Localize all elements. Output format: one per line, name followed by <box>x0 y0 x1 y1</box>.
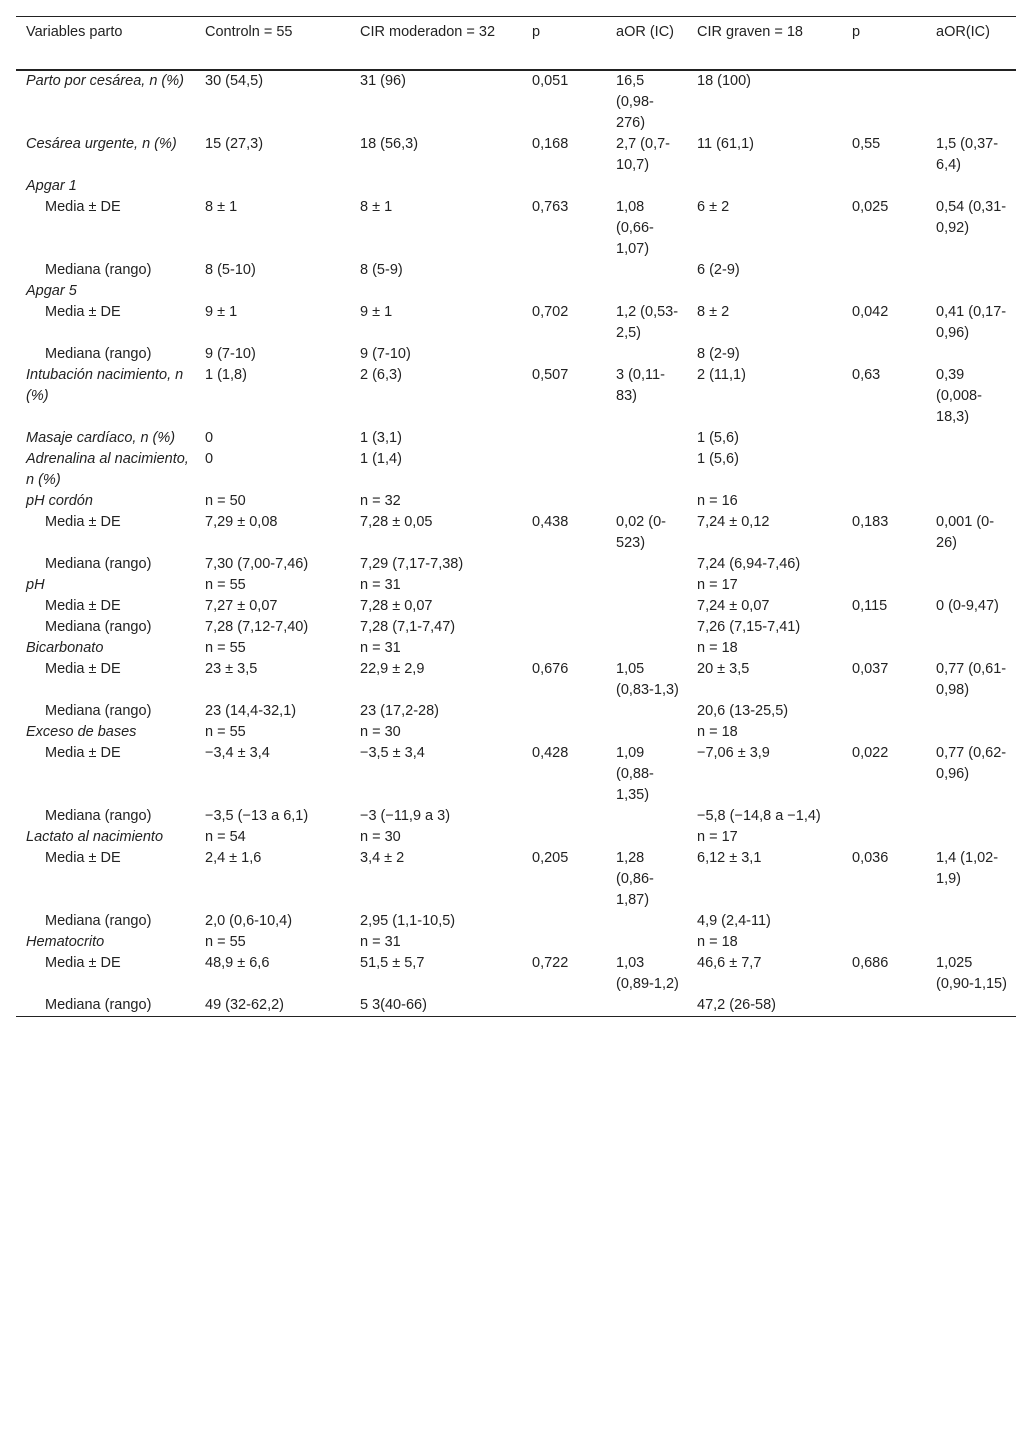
cell-aor-grave <box>926 428 1016 449</box>
cell-p-moderado: 0,205 <box>532 850 569 866</box>
cell-aor-moderado <box>606 806 687 827</box>
cell-aor-grave <box>926 827 1016 848</box>
cell-cir-grave <box>687 281 842 302</box>
cell-cir-moderado: 51,5 ± 5,7 <box>360 955 425 971</box>
cell-cir-moderado: 2,95 (1,1-10,5) <box>360 913 456 929</box>
table-row <box>16 344 1016 365</box>
cell-aor-grave <box>926 722 1016 743</box>
cell-cir-moderado: 7,28 ± 0,07 <box>360 598 433 614</box>
cell-cir-grave: 11 (61,1) <box>697 136 754 152</box>
cell-aor-grave: 0,54 (0,31-0,92) <box>936 199 1007 236</box>
table-row <box>16 449 1016 491</box>
cell-aor-moderado <box>606 491 687 512</box>
header-variables: Variables parto <box>26 24 123 40</box>
table-row <box>16 659 1016 701</box>
results-table <box>16 16 1016 1017</box>
table-row <box>16 806 1016 827</box>
cell-variable: Adrenalina al nacimiento, n (%) <box>26 451 189 488</box>
cell-variable: Apgar 1 <box>26 178 77 194</box>
cell-aor-grave: 0,001 (0-26) <box>936 514 995 551</box>
cell-p-grave: 0,686 <box>852 955 889 971</box>
cell-aor-grave <box>926 911 1016 932</box>
cell-aor-grave <box>926 260 1016 281</box>
table-row <box>16 260 1016 281</box>
cell-aor-moderado <box>606 344 687 365</box>
cell-variable: Parto por cesárea, n (%) <box>26 73 184 89</box>
cell-aor-grave: 1,4 (1,02-1,9) <box>936 850 999 887</box>
cell-cir-moderado: 7,28 (7,1-7,47) <box>360 619 456 635</box>
cell-variable: Media ± DE <box>45 199 121 215</box>
cell-aor-grave <box>926 995 1016 1017</box>
header-p-moderado: p <box>532 24 541 40</box>
cell-aor-moderado <box>606 932 687 953</box>
cell-aor-grave: 1,5 (0,37-6,4) <box>936 136 999 173</box>
table-row <box>16 617 1016 638</box>
cell-cir-grave: 1 (5,6) <box>697 451 739 467</box>
cell-cir-grave: 6 (2-9) <box>697 262 740 278</box>
cell-variable: Media ± DE <box>45 598 121 614</box>
cell-p-grave <box>842 344 926 365</box>
cell-cir-grave: 2 (11,1) <box>697 367 746 383</box>
cell-aor-moderado <box>606 281 687 302</box>
cell-aor-moderado <box>606 449 687 491</box>
cell-p-grave <box>842 70 926 134</box>
cell-p-moderado <box>522 638 606 659</box>
cell-p-grave: 0,037 <box>852 661 889 677</box>
cell-p-moderado <box>522 596 606 617</box>
cell-p-grave: 0,036 <box>852 850 889 866</box>
cell-p-moderado: 0,438 <box>532 514 569 530</box>
cell-aor-grave: 1,025 (0,90-1,15) <box>936 955 1007 992</box>
cell-control: n = 55 <box>205 640 246 656</box>
cell-cir-grave: n = 18 <box>697 934 738 950</box>
table-row <box>16 70 1016 134</box>
cell-cir-grave: 6 ± 2 <box>697 199 730 215</box>
cell-cir-moderado: n = 32 <box>360 493 401 509</box>
cell-p-moderado <box>522 575 606 596</box>
cell-cir-moderado: 1 (3,1) <box>360 430 402 446</box>
cell-p-moderado <box>522 449 606 491</box>
table-row <box>16 512 1016 554</box>
cell-cir-moderado: 1 (1,4) <box>360 451 402 467</box>
cell-control: −3,4 ± 3,4 <box>205 745 270 761</box>
cell-control: 8 (5-10) <box>205 262 256 278</box>
header-cir-moderado: CIR moderadon = 32 <box>360 24 496 40</box>
cell-cir-grave: 7,24 ± 0,07 <box>697 598 770 614</box>
cell-aor-moderado <box>606 617 687 638</box>
cell-cir-moderado: −3 (−11,9 a 3) <box>360 808 451 824</box>
cell-aor-grave <box>926 176 1016 197</box>
cell-control: 0 <box>205 451 214 467</box>
cell-variable: Mediana (rango) <box>45 346 152 362</box>
cell-control: 23 ± 3,5 <box>205 661 258 677</box>
cell-cir-moderado: −3,5 ± 3,4 <box>360 745 425 761</box>
cell-aor-moderado <box>606 911 687 932</box>
cell-control: 49 (32-62,2) <box>205 997 284 1013</box>
cell-variable: Media ± DE <box>45 661 121 677</box>
cell-cir-moderado: 2 (6,3) <box>360 367 402 383</box>
cell-cir-moderado: 7,29 (7,17-7,38) <box>360 556 464 572</box>
cell-aor-moderado: 1,08 (0,66-1,07) <box>616 199 654 257</box>
cell-p-moderado <box>522 827 606 848</box>
cell-variable: Media ± DE <box>45 850 121 866</box>
header-row <box>16 17 1016 71</box>
cell-aor-moderado <box>606 554 687 575</box>
cell-control: n = 55 <box>205 934 246 950</box>
cell-p-grave <box>842 575 926 596</box>
cell-cir-grave: −7,06 ± 3,9 <box>697 745 770 761</box>
cell-p-grave <box>842 806 926 827</box>
cell-control: 15 (27,3) <box>205 136 264 152</box>
cell-variable: Cesárea urgente, n (%) <box>26 136 177 152</box>
cell-aor-moderado <box>606 701 687 722</box>
cell-p-moderado <box>522 932 606 953</box>
cell-p-moderado <box>522 617 606 638</box>
cell-p-grave: 0,042 <box>852 304 889 320</box>
cell-variable: Mediana (rango) <box>45 556 152 572</box>
cell-aor-grave <box>926 491 1016 512</box>
cell-cir-grave: n = 16 <box>697 493 738 509</box>
cell-cir-grave: 7,24 (6,94-7,46) <box>697 556 801 572</box>
cell-control: 9 ± 1 <box>205 304 238 320</box>
cell-p-moderado: 0,702 <box>532 304 569 320</box>
cell-control: 23 (14,4-32,1) <box>205 703 297 719</box>
cell-variable: Intubación nacimiento, n (%) <box>26 367 184 404</box>
cell-variable: Mediana (rango) <box>45 619 152 635</box>
cell-p-grave: 0,63 <box>852 367 881 383</box>
cell-p-moderado <box>522 911 606 932</box>
cell-p-moderado <box>522 428 606 449</box>
cell-control: 7,29 ± 0,08 <box>205 514 278 530</box>
cell-p-moderado <box>522 344 606 365</box>
cell-aor-moderado <box>606 575 687 596</box>
cell-cir-grave: n = 17 <box>697 577 738 593</box>
cell-aor-moderado <box>606 995 687 1017</box>
cell-aor-moderado <box>606 428 687 449</box>
table-row <box>16 827 1016 848</box>
cell-p-grave <box>842 827 926 848</box>
cell-p-grave: 0,025 <box>852 199 889 215</box>
cell-cir-moderado: 8 (5-9) <box>360 262 403 278</box>
cell-variable: pH <box>26 577 45 593</box>
cell-control: n = 55 <box>205 724 246 740</box>
cell-aor-grave <box>926 344 1016 365</box>
cell-p-grave: 0,183 <box>852 514 889 530</box>
cell-aor-moderado: 1,2 (0,53-2,5) <box>616 304 679 341</box>
cell-control: 7,28 (7,12-7,40) <box>205 619 309 635</box>
cell-aor-grave: 0,77 (0,62-0,96) <box>936 745 1007 782</box>
table-row <box>16 743 1016 806</box>
cell-p-grave <box>842 932 926 953</box>
cell-p-grave <box>842 428 926 449</box>
header-control: Controln = 55 <box>205 24 293 40</box>
cell-p-grave <box>842 260 926 281</box>
table-row <box>16 575 1016 596</box>
cell-aor-moderado: 2,7 (0,7-10,7) <box>616 136 670 173</box>
cell-variable: pH cordón <box>26 493 93 509</box>
cell-control: 2,4 ± 1,6 <box>205 850 262 866</box>
cell-cir-grave: 6,12 ± 3,1 <box>697 850 762 866</box>
cell-control: 8 ± 1 <box>205 199 238 215</box>
header-cir-grave: CIR graven = 18 <box>697 24 803 40</box>
cell-cir-grave: n = 17 <box>697 829 738 845</box>
cell-variable: Media ± DE <box>45 745 121 761</box>
cell-p-grave <box>842 491 926 512</box>
cell-aor-moderado <box>606 827 687 848</box>
table-row <box>16 701 1016 722</box>
cell-p-grave <box>842 176 926 197</box>
cell-variable: Bicarbonato <box>26 640 104 656</box>
cell-control: n = 55 <box>205 577 246 593</box>
cell-cir-grave: 8 (2-9) <box>697 346 740 362</box>
cell-variable: Mediana (rango) <box>45 913 152 929</box>
cell-p-moderado: 0,722 <box>532 955 569 971</box>
cell-aor-moderado: 0,02 (0-523) <box>616 514 666 551</box>
cell-variable: Mediana (rango) <box>45 808 152 824</box>
cell-p-moderado: 0,168 <box>532 136 569 152</box>
cell-aor-moderado <box>606 596 687 617</box>
cell-cir-grave: 1 (5,6) <box>697 430 739 446</box>
cell-variable: Mediana (rango) <box>45 997 152 1013</box>
cell-cir-grave <box>687 176 842 197</box>
cell-cir-grave: 4,9 (2,4-11) <box>697 913 771 929</box>
cell-cir-moderado: 22,9 ± 2,9 <box>360 661 425 677</box>
cell-aor-grave <box>926 701 1016 722</box>
cell-aor-grave <box>926 70 1016 134</box>
table-row <box>16 554 1016 575</box>
table-row <box>16 428 1016 449</box>
table-row <box>16 197 1016 260</box>
cell-variable: Media ± DE <box>45 514 121 530</box>
cell-p-grave <box>842 449 926 491</box>
cell-aor-grave: 0,41 (0,17-0,96) <box>936 304 1007 341</box>
cell-aor-moderado: 16,5 (0,98-276) <box>616 73 654 131</box>
table-row <box>16 176 1016 197</box>
table-row <box>16 302 1016 344</box>
cell-cir-moderado: 23 (17,2-28) <box>360 703 439 719</box>
cell-aor-moderado: 1,09 (0,88-1,35) <box>616 745 654 803</box>
cell-p-moderado: 0,763 <box>532 199 569 215</box>
cell-cir-grave: 46,6 ± 7,7 <box>697 955 762 971</box>
cell-p-moderado <box>522 806 606 827</box>
table-row <box>16 932 1016 953</box>
cell-cir-grave: −5,8 (−14,8 a −1,4) <box>697 808 821 824</box>
cell-control: n = 50 <box>205 493 246 509</box>
cell-p-moderado <box>522 281 606 302</box>
cell-control <box>195 176 350 197</box>
cell-cir-grave: 20 ± 3,5 <box>697 661 750 677</box>
table-body <box>16 70 1016 1017</box>
table-row <box>16 848 1016 911</box>
cell-p-moderado <box>522 176 606 197</box>
cell-variable: Exceso de bases <box>26 724 137 740</box>
cell-aor-grave: 0,39 (0,008-18,3) <box>936 367 982 425</box>
cell-variable: Masaje cardíaco, n (%) <box>26 430 176 446</box>
cell-aor-grave <box>926 806 1016 827</box>
cell-variable: Media ± DE <box>45 955 121 971</box>
cell-cir-moderado: n = 31 <box>360 934 401 950</box>
cell-p-moderado <box>522 722 606 743</box>
cell-control: 9 (7-10) <box>205 346 256 362</box>
table-row <box>16 995 1016 1017</box>
cell-cir-moderado: 3,4 ± 2 <box>360 850 405 866</box>
cell-p-grave <box>842 554 926 575</box>
cell-cir-moderado: n = 30 <box>360 829 401 845</box>
cell-cir-moderado: 18 (56,3) <box>360 136 419 152</box>
cell-aor-grave <box>926 932 1016 953</box>
cell-variable: Apgar 5 <box>26 283 77 299</box>
cell-aor-grave <box>926 281 1016 302</box>
cell-control: −3,5 (−13 a 6,1) <box>205 808 309 824</box>
cell-cir-moderado: 9 (7-10) <box>360 346 411 362</box>
cell-cir-grave: 18 (100) <box>697 73 752 89</box>
cell-cir-grave: n = 18 <box>697 640 738 656</box>
cell-cir-moderado <box>350 176 522 197</box>
cell-control: 7,30 (7,00-7,46) <box>205 556 309 572</box>
cell-p-moderado: 0,051 <box>532 73 569 89</box>
cell-aor-grave <box>926 554 1016 575</box>
cell-aor-grave: 0,77 (0,61-0,98) <box>936 661 1007 698</box>
cell-control <box>195 281 350 302</box>
cell-aor-moderado: 1,03 (0,89-1,2) <box>616 955 679 992</box>
cell-variable: Lactato al nacimiento <box>26 829 164 845</box>
cell-cir-grave: 7,24 ± 0,12 <box>697 514 770 530</box>
table-row <box>16 596 1016 617</box>
cell-control: 1 (1,8) <box>205 367 247 383</box>
cell-control: 30 (54,5) <box>205 73 264 89</box>
cell-cir-moderado: 8 ± 1 <box>360 199 393 215</box>
header-aor-grave: aOR(IC) <box>936 24 990 40</box>
cell-cir-moderado: 7,28 ± 0,05 <box>360 514 433 530</box>
cell-control: 0 <box>205 430 214 446</box>
cell-p-grave: 0,55 <box>852 136 881 152</box>
header-aor-moderado: aOR (IC) <box>616 24 674 40</box>
cell-variable: Hematocrito <box>26 934 105 950</box>
cell-p-grave <box>842 722 926 743</box>
cell-p-moderado <box>522 260 606 281</box>
cell-cir-moderado: n = 30 <box>360 724 401 740</box>
table-row <box>16 722 1016 743</box>
cell-control: n = 54 <box>205 829 246 845</box>
cell-cir-grave: 47,2 (26-58) <box>697 997 776 1013</box>
table-row <box>16 281 1016 302</box>
cell-aor-grave <box>926 575 1016 596</box>
cell-control: 2,0 (0,6-10,4) <box>205 913 293 929</box>
cell-aor-moderado: 1,05 (0,83-1,3) <box>616 661 679 698</box>
table-row <box>16 491 1016 512</box>
cell-variable: Mediana (rango) <box>45 262 152 278</box>
cell-cir-moderado: 9 ± 1 <box>360 304 393 320</box>
cell-aor-moderado <box>606 722 687 743</box>
cell-p-moderado <box>522 554 606 575</box>
cell-p-grave <box>842 617 926 638</box>
cell-p-moderado: 0,507 <box>532 367 569 383</box>
table-row <box>16 134 1016 176</box>
cell-aor-moderado: 3 (0,11-83) <box>616 367 665 404</box>
cell-aor-grave <box>926 449 1016 491</box>
cell-cir-grave: 8 ± 2 <box>697 304 730 320</box>
cell-p-grave: 0,022 <box>852 745 889 761</box>
cell-control: 7,27 ± 0,07 <box>205 598 278 614</box>
cell-cir-moderado <box>350 281 522 302</box>
cell-p-grave <box>842 911 926 932</box>
cell-p-moderado <box>522 995 606 1017</box>
cell-variable: Mediana (rango) <box>45 703 152 719</box>
cell-control: 48,9 ± 6,6 <box>205 955 270 971</box>
cell-cir-grave: 7,26 (7,15-7,41) <box>697 619 801 635</box>
cell-aor-grave: 0 (0-9,47) <box>936 598 999 614</box>
cell-p-grave: 0,115 <box>852 598 888 614</box>
header-p-grave: p <box>852 24 861 40</box>
cell-p-grave <box>842 995 926 1017</box>
cell-aor-moderado <box>606 638 687 659</box>
cell-p-moderado: 0,428 <box>532 745 569 761</box>
cell-p-moderado: 0,676 <box>532 661 569 677</box>
cell-p-moderado <box>522 491 606 512</box>
cell-cir-moderado: 5 3(40-66) <box>360 997 427 1013</box>
cell-aor-moderado <box>606 176 687 197</box>
cell-aor-moderado: 1,28 (0,86-1,87) <box>616 850 654 908</box>
table-row <box>16 638 1016 659</box>
cell-p-grave <box>842 281 926 302</box>
cell-cir-moderado: n = 31 <box>360 640 401 656</box>
table-row <box>16 953 1016 995</box>
table-row <box>16 911 1016 932</box>
cell-cir-moderado: n = 31 <box>360 577 401 593</box>
cell-aor-grave <box>926 638 1016 659</box>
cell-p-moderado <box>522 701 606 722</box>
cell-cir-grave: n = 18 <box>697 724 738 740</box>
cell-p-grave <box>842 638 926 659</box>
cell-p-grave <box>842 701 926 722</box>
cell-cir-moderado: 31 (96) <box>360 73 406 89</box>
table-row <box>16 365 1016 428</box>
cell-cir-grave: 20,6 (13-25,5) <box>697 703 789 719</box>
cell-aor-grave <box>926 617 1016 638</box>
cell-variable: Media ± DE <box>45 304 121 320</box>
cell-aor-moderado <box>606 260 687 281</box>
